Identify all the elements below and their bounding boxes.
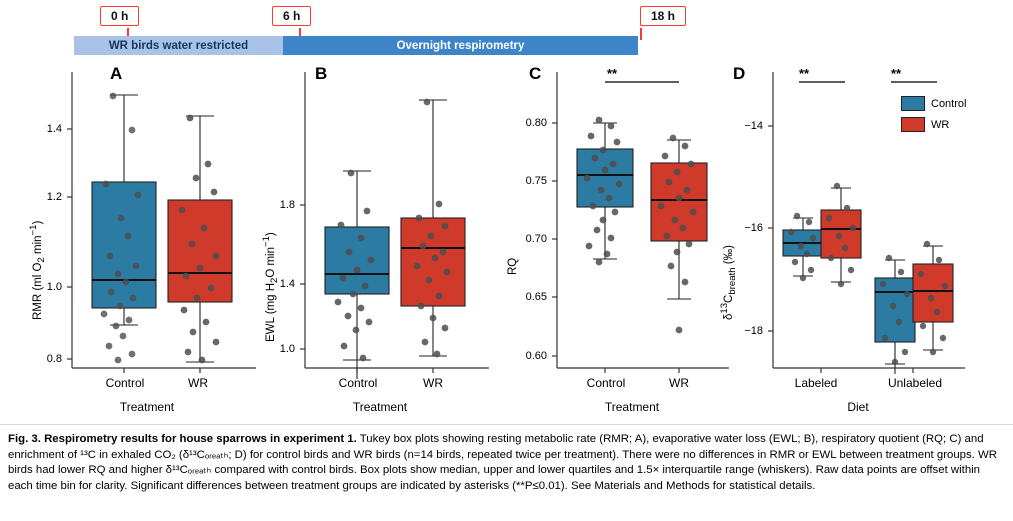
timeline-tick-0h: 0 h — [100, 6, 139, 26]
panel-d-ytick-0: −14 — [744, 120, 763, 132]
panel-c-ytick-1: 0.65 — [525, 291, 547, 303]
legend-swatch-wr — [901, 117, 925, 132]
legend-item-control — [901, 96, 966, 111]
timeline-bar-water-restricted: WR birds water restricted — [74, 36, 283, 55]
panel-c-letter: C — [529, 64, 542, 83]
panel-c-ytick-4: 0.80 — [525, 117, 547, 129]
panel-a-ytick-2: 1.2 — [46, 191, 62, 203]
panel-a-rmr — [0, 60, 263, 428]
panel-d-letter: D — [733, 64, 746, 83]
panel-c-ytick-2: 0.70 — [525, 233, 547, 245]
panel-b-ytick-1: 1.4 — [279, 278, 295, 290]
panel-c-ytick-0: 0.60 — [525, 350, 547, 362]
panel-b-ewl — [263, 60, 513, 428]
legend — [901, 96, 966, 138]
panel-a-xtick-wr: WR — [188, 376, 208, 390]
panel-c-ytick-3: 0.75 — [525, 175, 547, 187]
panel-b-xlabel: Treatment — [352, 400, 408, 414]
panel-d-xtick-labeled: Labeled — [794, 376, 838, 390]
panel-b-ylabel: EWL (mg $H_2O$ $\min^{-1}$) — [261, 232, 281, 342]
panel-d-ylabel: $\delta^{13}C_{breath}$ (‰) — [719, 245, 739, 320]
panel-a-xtick-control: Control — [105, 376, 145, 390]
panel-d-ytick-2: −18 — [744, 325, 763, 337]
caption-body: Tukey box plots showing resting metabolic rate (RMR; A), evaporative water loss (EWL; B), respiratory quotient (RQ; C) and enrichment of ¹³C in exhaled CO₂ (δ¹³Cₒᵣₑₐₜₕ; D) for control birds and WR birds (n=14 birds, repeated twice per treatment). There were no differences in RMR or EWL between treatment groups. WR birds had lower RQ and higher δ¹³Cₒᵣₑₐₜₕ compared with control birds. Box plots show median, upper and lower quartiles and 1.5× interquartile range (whiskers). Raw data points are offset within each time bin for clarity. Significant differences between treatment groups are indicated by asterisks (**P≤0.01). See Materials and Methods for statistical details. — [8, 433, 997, 493]
panel-c-ylabel: RQ — [507, 257, 519, 275]
panel-d-significance-unlabeled: ** — [890, 66, 902, 81]
timeline-tick-6h: 6 h — [272, 6, 311, 26]
panel-b-plot — [299, 60, 499, 390]
panel-c-significance: ** — [606, 66, 618, 81]
panel-d-significance-labeled: ** — [798, 66, 810, 81]
panel-c-xlabel: Treatment — [604, 400, 660, 414]
panel-b-ytick-2: 1.8 — [279, 199, 295, 211]
timeline-tick-18h: 18 h — [640, 6, 686, 26]
panel-a-ytick-3: 1.4 — [46, 123, 62, 135]
caption-lead: Fig. 3. Respirometry results for house sparrows in experiment 1. — [8, 433, 357, 445]
panel-c-plot — [551, 60, 741, 390]
panel-d-xlabel: Diet — [847, 400, 869, 414]
timeline-tickline-18h — [640, 28, 642, 40]
panel-c-xtick-control: Control — [586, 376, 626, 390]
panel-a-xlabel: Treatment — [119, 400, 175, 414]
caption-divider — [0, 424, 1013, 425]
legend-label-control: Control — [931, 97, 967, 110]
timeline-bar-respirometry: Overnight respirometry — [283, 36, 638, 55]
panel-a-ylabel: RMR (ml $O_2$ $\min^{-1}$) — [28, 220, 48, 320]
panel-b-letter: B — [315, 64, 328, 83]
panel-a-ytick-1: 1.0 — [46, 281, 62, 293]
panel-d-ytick-1: −16 — [744, 222, 763, 234]
experiment-timeline — [0, 0, 1013, 60]
legend-item-wr — [901, 117, 966, 132]
legend-swatch-control — [901, 96, 925, 111]
panel-b-ytick-0: 1.0 — [279, 343, 295, 355]
panels-container — [0, 60, 1013, 428]
panel-b-xtick-wr: WR — [423, 376, 443, 390]
panel-a-ytick-0: 0.8 — [46, 353, 62, 365]
panel-b-xtick-control: Control — [338, 376, 378, 390]
panel-c-xtick-wr: WR — [669, 376, 689, 390]
panel-a-letter: A — [110, 64, 123, 83]
figure-caption — [8, 432, 1006, 495]
panel-a-plot — [66, 60, 266, 390]
panel-d-d13c — [719, 60, 1013, 428]
panel-d-xtick-unlabeled: Unlabeled — [887, 376, 943, 390]
panel-c-rq — [507, 60, 733, 428]
legend-label-wr: WR — [931, 118, 950, 131]
